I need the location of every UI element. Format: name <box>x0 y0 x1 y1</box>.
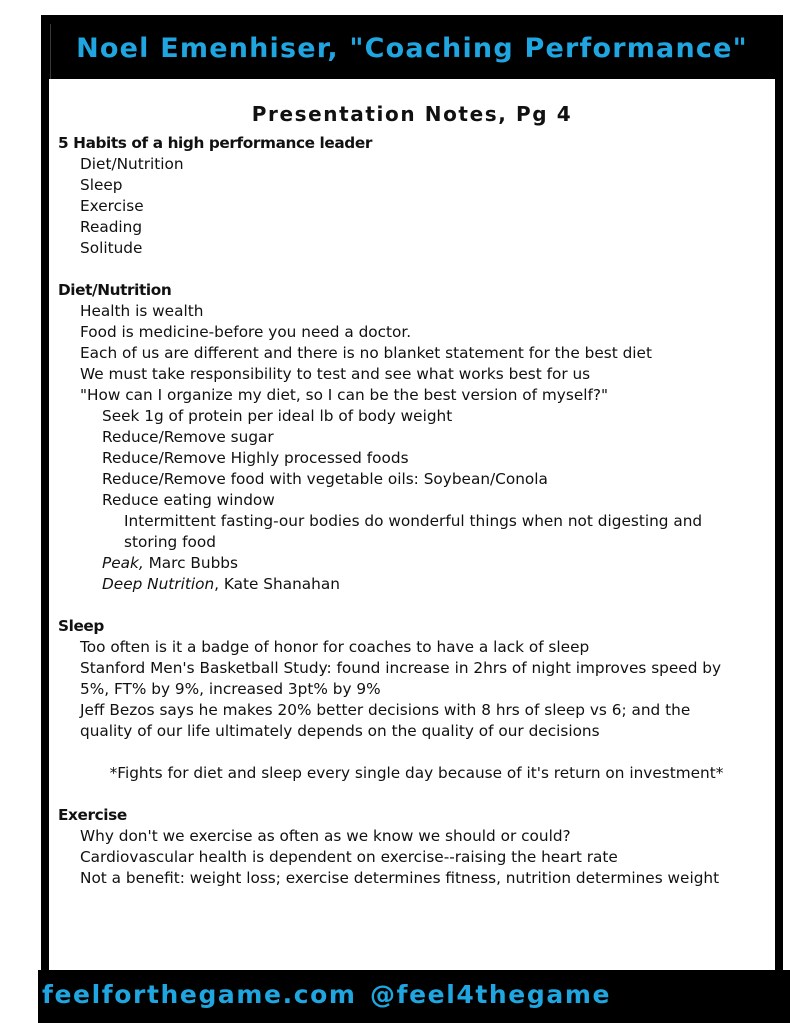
book-title: Deep Nutrition <box>102 575 215 593</box>
spacer <box>58 784 765 805</box>
spacer <box>58 595 765 616</box>
book-reference <box>58 553 765 574</box>
sub-sub-list-item: Intermittent fasting-our bodies do wonderful things when not digesting and <box>124 512 703 530</box>
book-reference <box>58 574 765 595</box>
page-frame <box>41 15 783 1023</box>
list-item-continued: quality of our life ultimately depends on the quality of our decisions <box>80 722 600 740</box>
section-heading-sleep: Sleep <box>58 617 104 635</box>
section-heading-diet: Diet/Nutrition <box>58 281 172 299</box>
sub-list-item: Reduce/Remove sugar <box>102 428 274 446</box>
list-item: Exercise <box>80 197 144 215</box>
footer-social-handle: @feel4thegame <box>370 980 612 1009</box>
notes-body <box>49 79 775 970</box>
highlight-note: *Fights for diet and sleep every single day because of it's return on investment* <box>109 764 724 782</box>
list-item: Sleep <box>80 176 123 194</box>
sub-sub-list-item-continued: storing food <box>124 533 216 551</box>
spacer <box>58 259 765 280</box>
sub-list-item: Seek 1g of protein per ideal lb of body weight <box>102 407 453 425</box>
section-heading-exercise: Exercise <box>58 806 127 824</box>
sub-list-item: Reduce/Remove food with vegetable oils: Soybean/Conola <box>102 470 548 488</box>
footer-banner <box>38 970 790 1023</box>
list-item: Each of us are different and there is no blanket statement for the best diet <box>80 344 652 362</box>
sub-list-item: Reduce/Remove Highly processed foods <box>102 449 409 467</box>
page-subtitle: Presentation Notes, Pg 4 <box>251 102 573 126</box>
list-item: Stanford Men's Basketball Study: found increase in 2hrs of night improves speed by <box>80 659 722 677</box>
list-item: Why don't we exercise as often as we know we should or could? <box>80 827 571 845</box>
list-item: Reading <box>80 218 143 236</box>
footer-website: feelforthegame.com <box>42 980 357 1009</box>
book-author: , Kate Shanahan <box>214 575 340 593</box>
section-heading-habits: 5 Habits of a high performance leader <box>58 134 372 152</box>
header-banner <box>41 15 783 79</box>
sub-list-item: Reduce eating window <box>102 491 275 509</box>
list-item: "How can I organize my diet, so I can be the best version of myself?" <box>80 386 609 404</box>
book-title: Peak, <box>102 554 144 572</box>
list-item-continued: 5%, FT% by 9%, increased 3pt% by 9% <box>80 680 381 698</box>
notes-content <box>58 133 765 889</box>
list-item: Jeff Bezos says he makes 20% better decisions with 8 hrs of sleep vs 6; and the <box>80 701 691 719</box>
list-item: Solitude <box>80 239 143 257</box>
spacer <box>58 742 765 763</box>
list-item: Not a benefit: weight loss; exercise determines fitness, nutrition determines weight <box>80 869 720 887</box>
list-item: We must take responsibility to test and see what works best for us <box>80 365 591 383</box>
header-title: Noel Emenhiser, "Coaching Performance" <box>76 32 748 64</box>
list-item: Food is medicine-before you need a doctor. <box>80 323 412 341</box>
header-divider <box>50 24 51 79</box>
list-item: Health is wealth <box>80 302 204 320</box>
book-author: Marc Bubbs <box>143 554 238 572</box>
list-item: Cardiovascular health is dependent on exercise--raising the heart rate <box>80 848 618 866</box>
list-item: Diet/Nutrition <box>80 155 184 173</box>
list-item: Too often is it a badge of honor for coaches to have a lack of sleep <box>80 638 590 656</box>
